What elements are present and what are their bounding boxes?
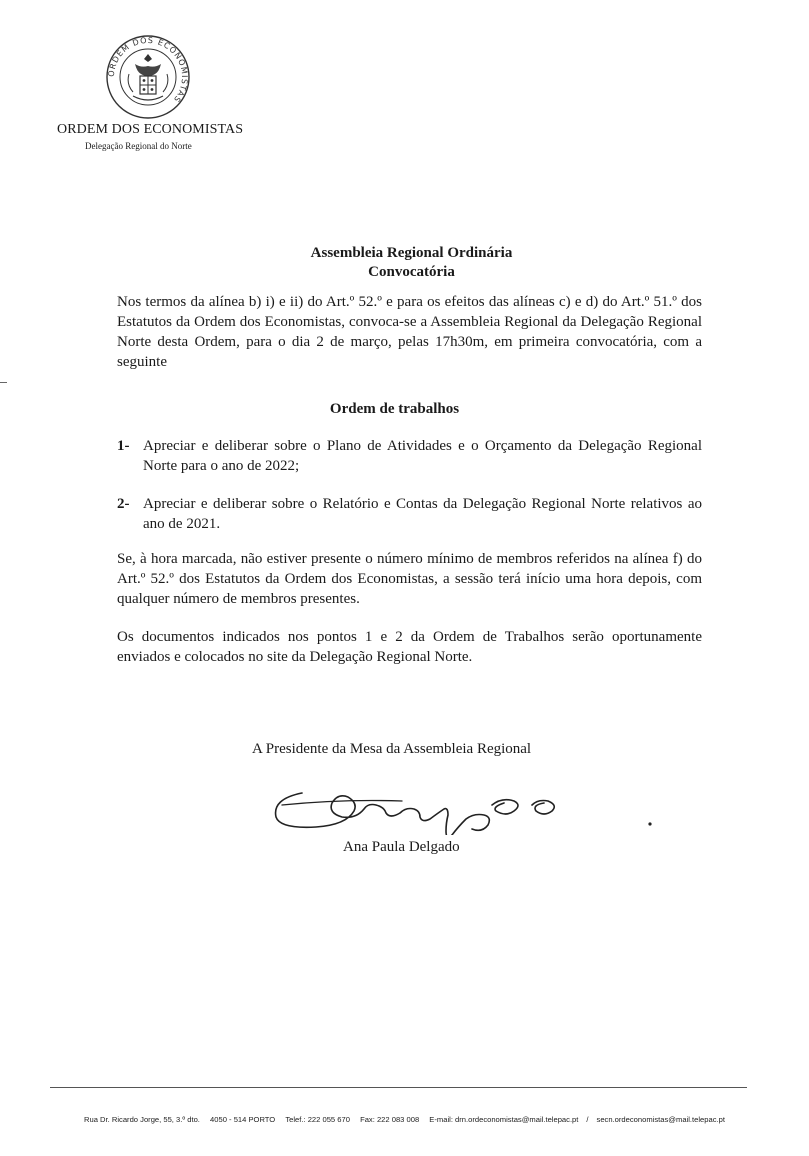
signatory-role: A Presidente da Mesa da Assembleia Regional xyxy=(252,741,532,757)
footer-divider xyxy=(50,1087,747,1088)
footer-separator: / xyxy=(586,1115,589,1124)
order-seal-logo xyxy=(105,34,191,120)
footer-fax: Fax: 222 083 008 xyxy=(360,1115,420,1124)
intro-paragraph: Nos termos da alínea b) i) e ii) do Art.º 52.º e para os efeitos das alíneas c) e d) do Art.º 51.º dos Estatutos da Ordem dos Economistas, convoca-se a Assembleia Regional da Delegação Regional Norte desta Ordem, para o dia 2 de março, pelas 17h30m, em primeira convocatória, com a seguinte xyxy=(117,294,702,370)
footer-phone: Telef.: 222 055 670 xyxy=(285,1115,350,1124)
agenda-item-number: 2- xyxy=(117,496,130,512)
footer-email-secondary: secn.ordeconomistas@mail.telepac.pt xyxy=(596,1115,725,1124)
agenda-item-text: Apreciar e deliberar sobre o Plano de Atividades e o Orçamento da Delegação Regional Norte para o ano de 2022; xyxy=(143,438,702,474)
agenda-item xyxy=(117,436,702,476)
margin-mark xyxy=(0,382,7,383)
documents-paragraph: Os documentos indicados nos pontos 1 e 2 da Ordem de Trabalhos serão oportunamente enviados e colocados no site da Delegação Regional Norte. xyxy=(117,629,702,665)
quorum-paragraph: Se, à hora marcada, não estiver presente o número mínimo de membros referidos na alínea f) do Art.º 52.º dos Estatutos da Ordem dos Economistas, a sessão terá início uma hora depois, com qualquer número de membros presentes. xyxy=(117,551,702,607)
footer-address: Rua Dr. Ricardo Jorge, 55, 3.º dto. xyxy=(84,1115,200,1124)
signatory-name: Ana Paula Delgado xyxy=(343,839,460,855)
document-subtitle: Convocatória xyxy=(368,264,455,280)
footer-email: E-mail: drn.ordeconomistas@mail.telepac.pt xyxy=(429,1115,579,1124)
organization-name: ORDEM DOS ECONOMISTAS xyxy=(57,122,244,137)
agenda-item-text: Apreciar e deliberar sobre o Relatório e Contas da Delegação Regional Norte relativos ao ano de 2021. xyxy=(143,496,702,532)
agenda-item-number: 1- xyxy=(117,438,130,454)
agenda-item xyxy=(117,494,702,534)
handwritten-signature xyxy=(262,775,662,835)
agenda-title: Ordem de trabalhos xyxy=(329,401,460,417)
footer-postal: 4050 - 514 PORTO xyxy=(210,1115,276,1124)
footer-contact xyxy=(0,1115,809,1124)
svg-text:ORDEM DOS ECONOMISTAS: ORDEM DOS ECONOMISTAS xyxy=(106,35,190,105)
organization-subtitle: Delegação Regional do Norte xyxy=(85,141,192,151)
document-title: Assembleia Regional Ordinária xyxy=(310,245,513,261)
